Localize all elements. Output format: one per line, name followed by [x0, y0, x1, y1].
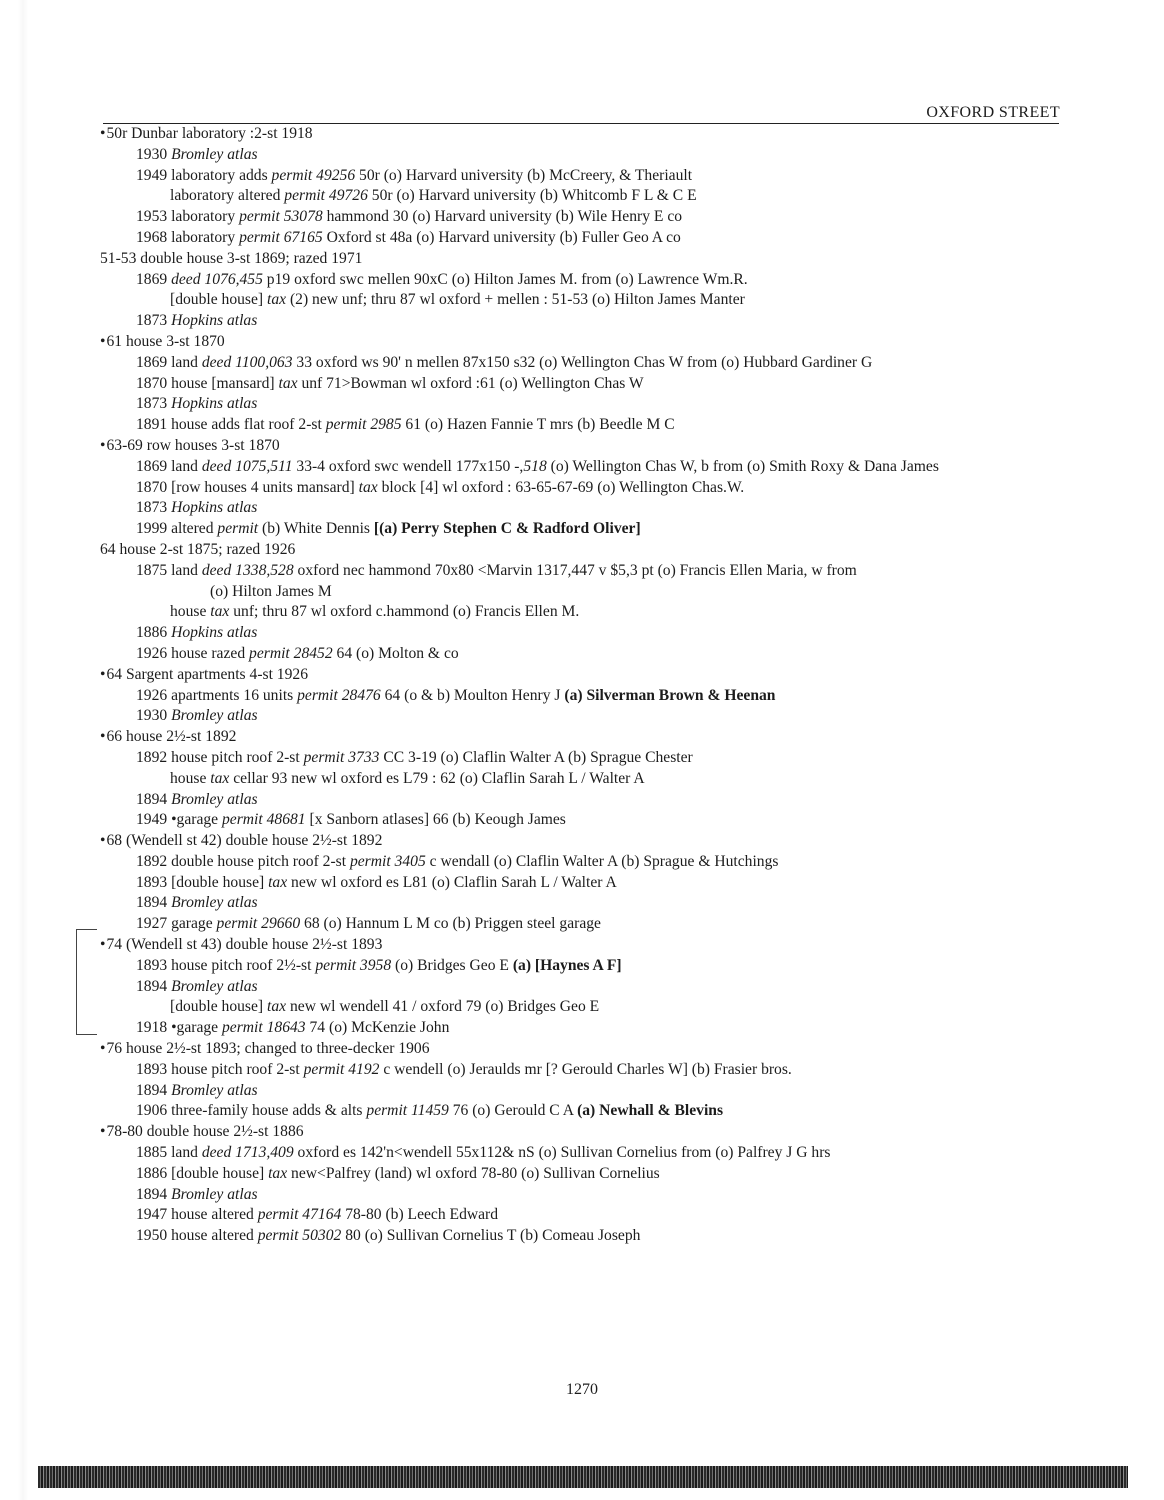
text-run: [double house]: [170, 291, 268, 309]
entry-record-line: [100, 977, 1110, 998]
text-run: 1869 land: [136, 353, 202, 371]
entry-record-line: [100, 810, 1110, 831]
italic-reference: permit 11459: [366, 1102, 449, 1120]
text-run: 1893 house pitch roof 2-st: [136, 1060, 304, 1078]
italic-reference: Hopkins atlas: [171, 312, 258, 330]
text-run: 1870 house [mansard]: [136, 374, 279, 392]
text-run: oxford nec hammond 70x80 <Marvin 1317,447 v $5,3 pt (o) Francis Ellen Maria, w from: [293, 561, 857, 579]
entry-heading-line: [100, 124, 1110, 145]
scan-bottom-strip: [38, 1466, 1128, 1488]
text-run: 1930: [136, 707, 172, 725]
entry-record-line: [100, 415, 1110, 436]
entry-record-line: [100, 1143, 1110, 1164]
italic-reference: Bromley atlas: [171, 790, 258, 808]
entry-heading-line: [100, 436, 1110, 457]
text-run: 1950 house altered: [136, 1227, 258, 1245]
entry-record-line: [100, 644, 1110, 665]
italic-reference: deed 1076,455: [171, 270, 263, 288]
property-entry: [100, 665, 1110, 727]
entry-record-line: [100, 748, 1110, 769]
text-run: 51-53 double house 3-st 1869; razed 1971: [100, 249, 363, 267]
entry-record-line: [100, 311, 1110, 332]
entry-record-line: [100, 478, 1110, 499]
italic-reference: Hopkins atlas: [171, 499, 258, 517]
text-run: 1891 house adds flat roof 2-st: [136, 416, 326, 434]
text-run: unf; thru 87 wl oxford c.hammond (o) Francis Ellen M.: [229, 603, 580, 621]
entry-record-line: [100, 706, 1110, 727]
text-run: 64 Sargent apartments 4-st 1926: [106, 665, 308, 683]
scan-margin-shadow: [18, 0, 28, 1500]
text-run: c wendall (o) Claflin Walter A (b) Sprague & Hutchings: [425, 852, 779, 870]
text-run: 33-4 oxford swc wendell 177x150 -,: [292, 457, 524, 475]
text-run: 1953 laboratory: [136, 208, 240, 226]
running-head: OXFORD STREET: [926, 104, 1060, 121]
entry-record-line: [100, 852, 1110, 873]
text-run: 1906 three-family house adds & alts: [136, 1102, 367, 1120]
italic-reference: tax: [358, 478, 378, 496]
entry-record-line: [100, 1018, 1110, 1039]
text-run: (2) new unf; thru 87 wl oxford + mellen : 51-53 (o) Hilton James Manter: [286, 291, 745, 309]
entry-record-line: [100, 623, 1110, 644]
text-run: 64 house 2-st 1875; razed 1926: [100, 540, 296, 558]
entry-record-line: [100, 145, 1110, 166]
entry-record-line: [100, 790, 1110, 811]
text-run: 1885 land: [136, 1144, 202, 1162]
property-entry: [100, 540, 1110, 665]
text-run: 1894: [136, 790, 172, 808]
text-run: 78-80 double house 2½-st 1886: [106, 1123, 304, 1141]
italic-reference: Hopkins atlas: [171, 624, 258, 642]
entry-record-line: [100, 686, 1110, 707]
text-run: 1947 house altered: [136, 1206, 258, 1224]
text-run: 1870 [row houses 4 units mansard]: [136, 478, 359, 496]
text-run: 61 house 3-st 1870: [106, 332, 225, 350]
text-run: 76 house 2½-st 1893; changed to three-decker 1906: [106, 1040, 430, 1058]
entry-record-line: [100, 1164, 1110, 1185]
italic-reference: permit 3958: [315, 956, 392, 974]
entry-record-line: [100, 1205, 1110, 1226]
property-entry: [100, 727, 1110, 831]
italic-reference: permit 18643: [222, 1019, 306, 1037]
text-run: c wendell (o) Jeraulds mr [? Gerould Charles W] (b) Frasier bros.: [379, 1060, 792, 1078]
text-run: 1968 laboratory: [136, 228, 240, 246]
italic-reference: permit 28476: [297, 686, 381, 704]
property-entry: [100, 249, 1110, 332]
text-run: new wl wendell 41 / oxford 79 (o) Bridges Geo E: [286, 998, 600, 1016]
entry-heading-line: [100, 1039, 1110, 1060]
text-run: 1894: [136, 977, 172, 995]
entry-record-line: [100, 1101, 1110, 1122]
text-run: 64 (o) Molton & co: [332, 644, 459, 662]
entry-record-line: [100, 290, 1110, 311]
text-run: 1892 double house pitch roof 2-st: [136, 852, 350, 870]
text-run: 1926 house razed: [136, 644, 250, 662]
italic-reference: Bromley atlas: [171, 977, 258, 995]
text-run: (o) Hilton James M: [210, 582, 332, 600]
property-entry: [100, 831, 1110, 935]
text-run: hammond 30 (o) Harvard university (b) Wile Henry E co: [322, 208, 683, 226]
italic-reference: Bromley atlas: [171, 145, 258, 163]
italic-reference: 518: [523, 457, 547, 475]
entry-heading-line: [100, 540, 1110, 561]
italic-reference: permit 53078: [239, 208, 323, 226]
text-run: 50r (o) Harvard university (b) McCreery, & Theriault: [355, 166, 693, 184]
property-entry: [100, 124, 1110, 249]
entry-record-line: [100, 498, 1110, 519]
italic-reference: permit 49256: [271, 166, 356, 184]
entry-record-line: [100, 769, 1110, 790]
text-run: 50r (o) Harvard university (b) Whitcomb F L & C E: [367, 187, 697, 205]
text-run: new<Palfrey (land) wl oxford 78-80 (o) Sullivan Cornelius: [287, 1164, 660, 1182]
italic-reference: permit 4192: [303, 1060, 380, 1078]
text-run: 1893 house pitch roof 2½-st: [136, 956, 316, 974]
text-run: 1930: [136, 145, 172, 163]
text-run: 74 (Wendell st 43) double house 2½-st 1893: [106, 936, 383, 954]
entry-record-line: [100, 166, 1110, 187]
italic-reference: Bromley atlas: [171, 1081, 258, 1099]
italic-reference: deed 1713,409: [201, 1144, 294, 1162]
entry-heading-line: [100, 831, 1110, 852]
italic-reference: permit 47164: [257, 1206, 342, 1224]
italic-reference: tax: [210, 603, 230, 621]
italic-reference: tax: [278, 374, 298, 392]
text-run: 1927 garage: [136, 915, 217, 933]
text-run: (o) Bridges Geo E: [391, 956, 513, 974]
text-run: 80 (o) Sullivan Cornelius T (b) Comeau Joseph: [341, 1227, 641, 1245]
entry-record-line: [100, 893, 1110, 914]
text-run: 1918 •garage: [136, 1019, 222, 1037]
text-run: 68 (o) Hannum L M co (b) Priggen steel garage: [300, 915, 601, 933]
bold-architect: [(a) Perry Stephen C & Radford Oliver]: [373, 520, 641, 538]
italic-reference: tax: [268, 1164, 288, 1182]
entry-heading-line: [100, 1122, 1110, 1143]
text-run: 68 (Wendell st 42) double house 2½-st 1892: [106, 832, 383, 850]
italic-reference: tax: [268, 873, 288, 891]
text-run: (o) Wellington Chas W, b from (o) Smith Roxy & Dana James: [546, 457, 939, 475]
entry-record-line: [100, 186, 1110, 207]
entry-record-line: [100, 1185, 1110, 1206]
entry-heading-line: [100, 727, 1110, 748]
entry-record-line: [100, 207, 1110, 228]
text-run: house: [170, 603, 211, 621]
text-run: 1873: [136, 499, 172, 517]
text-run: oxford es 142'n<wendell 55x112& nS (o) Sullivan Cornelius from (o) Palfrey J G hrs: [293, 1144, 831, 1162]
entry-record-line: [100, 1081, 1110, 1102]
italic-reference: permit 29660: [216, 915, 301, 933]
document-body: [100, 124, 1110, 1247]
text-run: 74 (o) McKenzie John: [305, 1019, 450, 1037]
italic-reference: permit 48681: [222, 811, 306, 829]
text-run: 78-80 (b) Leech Edward: [341, 1206, 499, 1224]
italic-reference: deed 1100,063: [201, 353, 293, 371]
property-entry: [100, 1039, 1110, 1122]
text-run: 66 house 2½-st 1892: [106, 728, 237, 746]
entry-record-line: [100, 519, 1110, 540]
italic-reference: Hopkins atlas: [171, 395, 258, 413]
bold-architect: (a) [Haynes A F]: [512, 956, 622, 974]
entry-record-line: [100, 270, 1110, 291]
entry-heading-line: [100, 249, 1110, 270]
text-run: 1999 altered: [136, 520, 218, 538]
text-run: Oxford st 48a (o) Harvard university (b) Fuller Geo A co: [322, 228, 681, 246]
text-run: house: [170, 769, 211, 787]
entry-record-line: [100, 873, 1110, 894]
text-run: 1886 [double house]: [136, 1164, 269, 1182]
text-run: 1873: [136, 395, 172, 413]
text-run: 1949 •garage: [136, 811, 222, 829]
italic-reference: permit 49726: [284, 187, 368, 205]
text-run: 1886: [136, 624, 172, 642]
entry-record-line: [100, 1226, 1110, 1247]
text-run: 33 oxford ws 90' n mellen 87x150 s32 (o) Wellington Chas W from (o) Hubbard Gardiner G: [292, 353, 873, 371]
italic-reference: permit 50302: [257, 1227, 342, 1245]
text-run: 76 (o) Gerould C A: [448, 1102, 578, 1120]
text-run: block [4] wl oxford : 63-65-67-69 (o) Wellington Chas.W.: [377, 478, 745, 496]
text-run: 1875 land: [136, 561, 202, 579]
page-number: 1270: [566, 1381, 598, 1398]
text-run: 1892 house pitch roof 2-st: [136, 748, 304, 766]
italic-reference: Bromley atlas: [171, 894, 258, 912]
property-entry: [100, 1122, 1110, 1247]
text-run: 63-69 row houses 3-st 1870: [106, 436, 280, 454]
italic-reference: deed 1075,511: [201, 457, 293, 475]
text-run: new wl oxford es L81 (o) Claflin Sarah L / Walter A: [287, 873, 617, 891]
text-run: 1894: [136, 1081, 172, 1099]
text-run: 1894: [136, 894, 172, 912]
text-run: 61 (o) Hazen Fannie T mrs (b) Beedle M C: [401, 416, 675, 434]
entry-record-line: [100, 353, 1110, 374]
text-run: 1926 apartments 16 units: [136, 686, 298, 704]
italic-reference: permit 3733: [303, 748, 380, 766]
text-run: 1893 [double house]: [136, 873, 269, 891]
margin-bracket-annotation: [76, 929, 97, 1035]
property-entry: [100, 332, 1110, 436]
italic-reference: permit 28452: [249, 644, 333, 662]
entry-heading-line: [100, 935, 1110, 956]
bold-architect: (a) Silverman Brown & Heenan: [564, 686, 776, 704]
text-run: laboratory altered: [170, 187, 285, 205]
text-run: 1869: [136, 270, 172, 288]
entry-heading-line: [100, 332, 1110, 353]
text-run: cellar 93 new wl oxford es L79 : 62 (o) Claflin Sarah L / Walter A: [229, 769, 645, 787]
text-run: unf 71>Bowman wl oxford :61 (o) Wellington Chas W: [297, 374, 644, 392]
entry-record-line: [100, 602, 1110, 623]
entry-record-line: [100, 1060, 1110, 1081]
text-run: p19 oxford swc mellen 90xC (o) Hilton James M. from (o) Lawrence Wm.R.: [262, 270, 748, 288]
property-entry: [100, 935, 1110, 1039]
text-run: 64 (o & b) Moulton Henry J: [380, 686, 565, 704]
italic-reference: tax: [267, 998, 287, 1016]
italic-reference: Bromley atlas: [171, 707, 258, 725]
entry-record-line: [100, 561, 1110, 582]
bold-architect: (a) Newhall & Blevins: [577, 1102, 724, 1120]
entry-record-line: [100, 394, 1110, 415]
italic-reference: permit 2985: [325, 416, 402, 434]
entry-record-line: [100, 228, 1110, 249]
italic-reference: tax: [210, 769, 230, 787]
entry-record-line: [100, 582, 1110, 603]
text-run: [x Sanborn atlases] 66 (b) Keough James: [305, 811, 566, 829]
text-run: CC 3-19 (o) Claflin Walter A (b) Sprague Chester: [379, 748, 693, 766]
text-run: 1949 laboratory adds: [136, 166, 272, 184]
italic-reference: tax: [267, 291, 287, 309]
entry-record-line: [100, 956, 1110, 977]
italic-reference: Bromley atlas: [171, 1185, 258, 1203]
entry-record-line: [100, 374, 1110, 395]
text-run: 50r Dunbar laboratory :2-st 1918: [106, 125, 313, 142]
entry-record-line: [100, 914, 1110, 935]
italic-reference: permit: [217, 520, 259, 538]
italic-reference: permit 3405: [349, 852, 426, 870]
text-run: 1894: [136, 1185, 172, 1203]
text-run: (b) White Dennis: [258, 520, 374, 538]
property-entry: [100, 436, 1110, 540]
italic-reference: permit 67165: [239, 228, 323, 246]
text-run: 1873: [136, 312, 172, 330]
text-run: 1869 land: [136, 457, 202, 475]
entry-heading-line: [100, 665, 1110, 686]
entry-record-line: [100, 457, 1110, 478]
entry-record-line: [100, 997, 1110, 1018]
text-run: [double house]: [170, 998, 268, 1016]
italic-reference: deed 1338,528: [201, 561, 294, 579]
